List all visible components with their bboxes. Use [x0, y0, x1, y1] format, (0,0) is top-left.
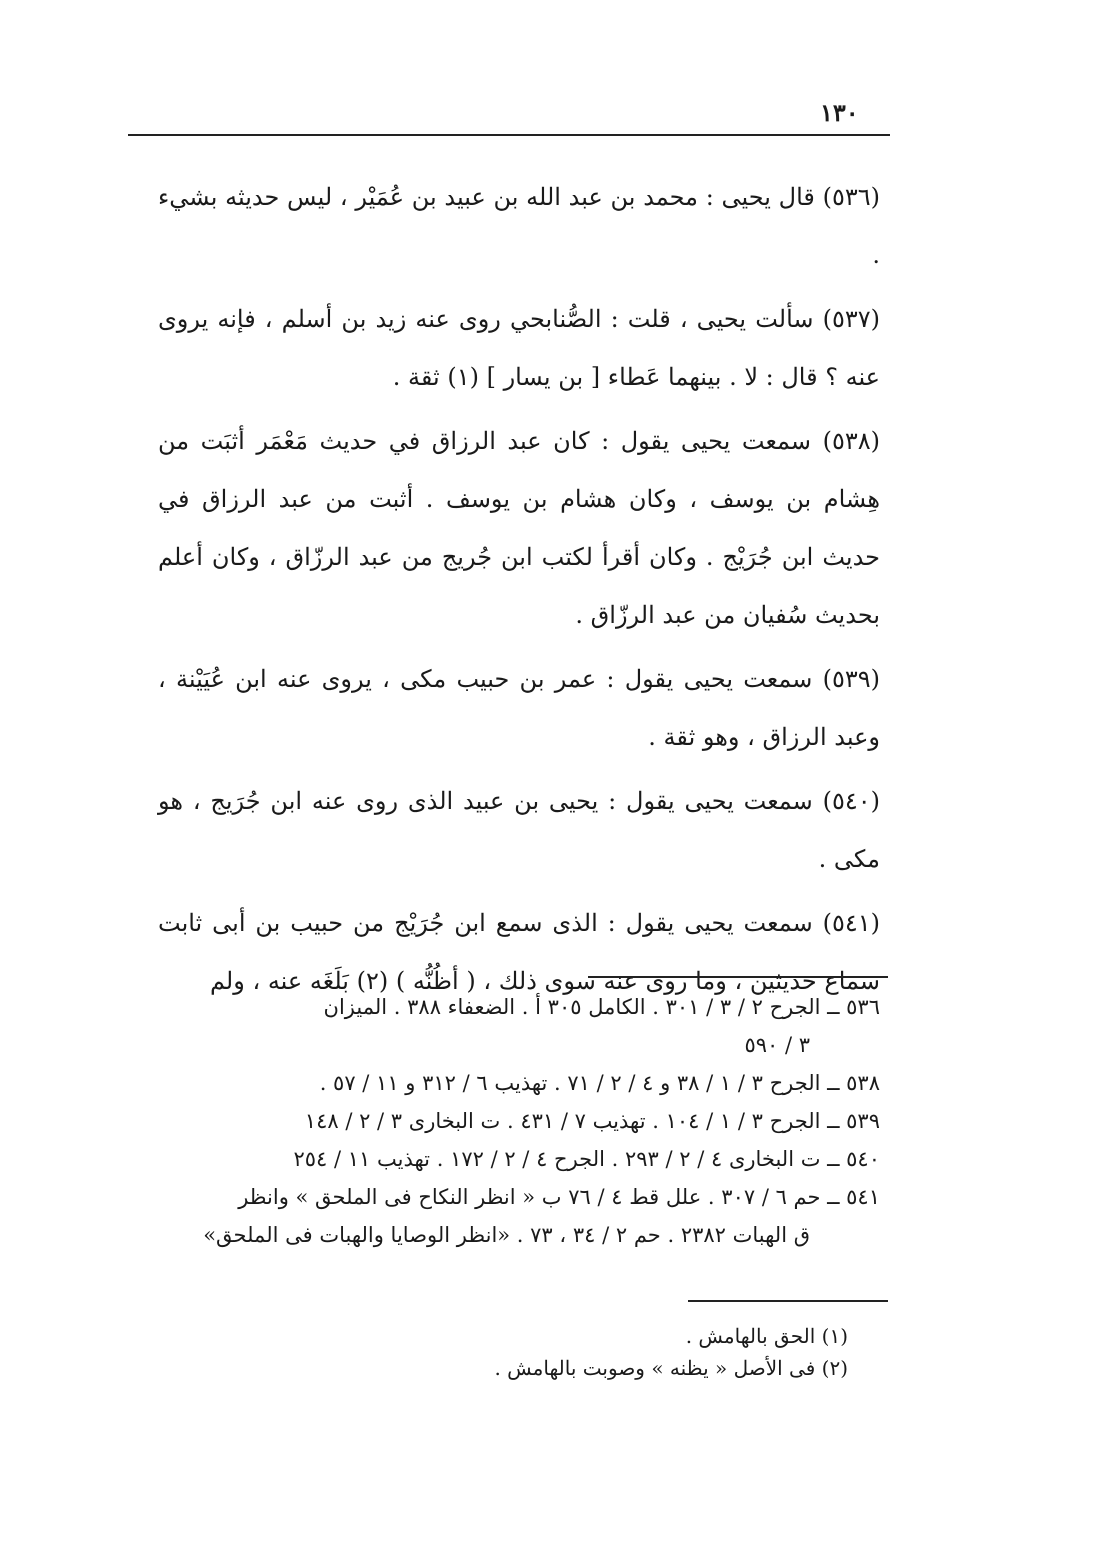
- note-536-continued: ٣ / ٥٩٠: [744, 1033, 810, 1057]
- footnote-divider: [688, 1300, 888, 1302]
- entry-539: (٥٣٩) سمعت يحيى يقول : عمر بن حبيب مكى ، يروى عنه ابن عُيَيْنة ، وعبد الرزاق ، وهو ثقة .: [158, 665, 880, 751]
- note-540: ٥٤٠ ــ ت البخارى ٤ / ٢ / ٢٩٣ . الجرح ٤ / ٢ / ١٧٢ . تهذيب ١١ / ٢٥٤: [293, 1147, 880, 1171]
- note-539: ٥٣٩ ــ الجرح ٣ / ١ / ١٠٤ . تهذيب ٧ / ٤٣١ . ت البخارى ٣ / ٢ / ١٤٨: [304, 1109, 880, 1133]
- footnote-2: (٢) فى الأصل « يظنه » وصوبت بالهامش .: [494, 1356, 848, 1380]
- note-538: ٥٣٨ ــ الجرح ٣ / ١ / ٣٨ و ٤ / ٢ / ٧١ . تهذيب ٦ / ٣١٢ و ١١ / ٥٧ .: [319, 1071, 880, 1095]
- note-541-continued: ق الهبات ٢٣٨٢ . حم ٢ / ٣٤ ، ٧٣ . «انظر الوصايا والهبات فى الملحق»: [203, 1223, 810, 1247]
- note-536: ٥٣٦ ــ الجرح ٢ / ٣ / ٣٠١ . الكامل ٣٠٥ أ . الضعفاء ٣٨٨ . الميزان: [323, 995, 880, 1019]
- note-541: ٥٤١ ــ حم ٦ / ٣٠٧ . علل قط ٤ / ٧٦ ب « انظر النكاح فى الملحق » وانظر: [238, 1185, 880, 1209]
- entry-537: (٥٣٧) سألت يحيى ، قلت : الصُّنابحي روى عنه زيد بن أسلم ، فإنه يروى عنه ؟ قال : لا . بينهما عَطاء [ بن يسار ] (١) ثقة .: [158, 305, 880, 391]
- entry-538: (٥٣٨) سمعت يحيى يقول : كان عبد الرزاق في حديث مَعْمَر أثبَت من هِشام بن يوسف ، وكان هشام بن يوسف . أثبت من عبد الرزاق في حديث ابن جُرَيْج . وكان أقرأ لكتب ابن جُريج من عبد الرزّاق ، وكان أعلم بحديث سُفيان من عبد الرزّاق .: [158, 427, 880, 629]
- main-text: [158, 168, 880, 1016]
- notes-divider: [588, 976, 888, 978]
- entry-540: (٥٤٠) سمعت يحيى يقول : يحيى بن عبيد الذى روى عنه ابن جُرَيج ، هو مكى .: [158, 787, 880, 873]
- source-notes: [158, 990, 880, 1256]
- page-number: ١٣٠: [820, 98, 859, 127]
- header-rule: [128, 134, 890, 136]
- footnote-1: (١) الحق بالهامش .: [685, 1324, 848, 1348]
- entry-541: (٥٤١) سمعت يحيى يقول : الذى سمع ابن جُرَيْج من حبيب بن أبى ثابت سماع حديثين ، وما روى عنه سوى ذلك ، ( أظُنُّه ) (٢) بَلَغَه عنه ، ولم: [158, 909, 880, 995]
- entry-536: (٥٣٦) قال يحيى : محمد بن عبد الله بن عبيد بن عُمَيْر ، ليس حديثه بشيء .: [158, 183, 880, 269]
- footnotes: [158, 1320, 848, 1384]
